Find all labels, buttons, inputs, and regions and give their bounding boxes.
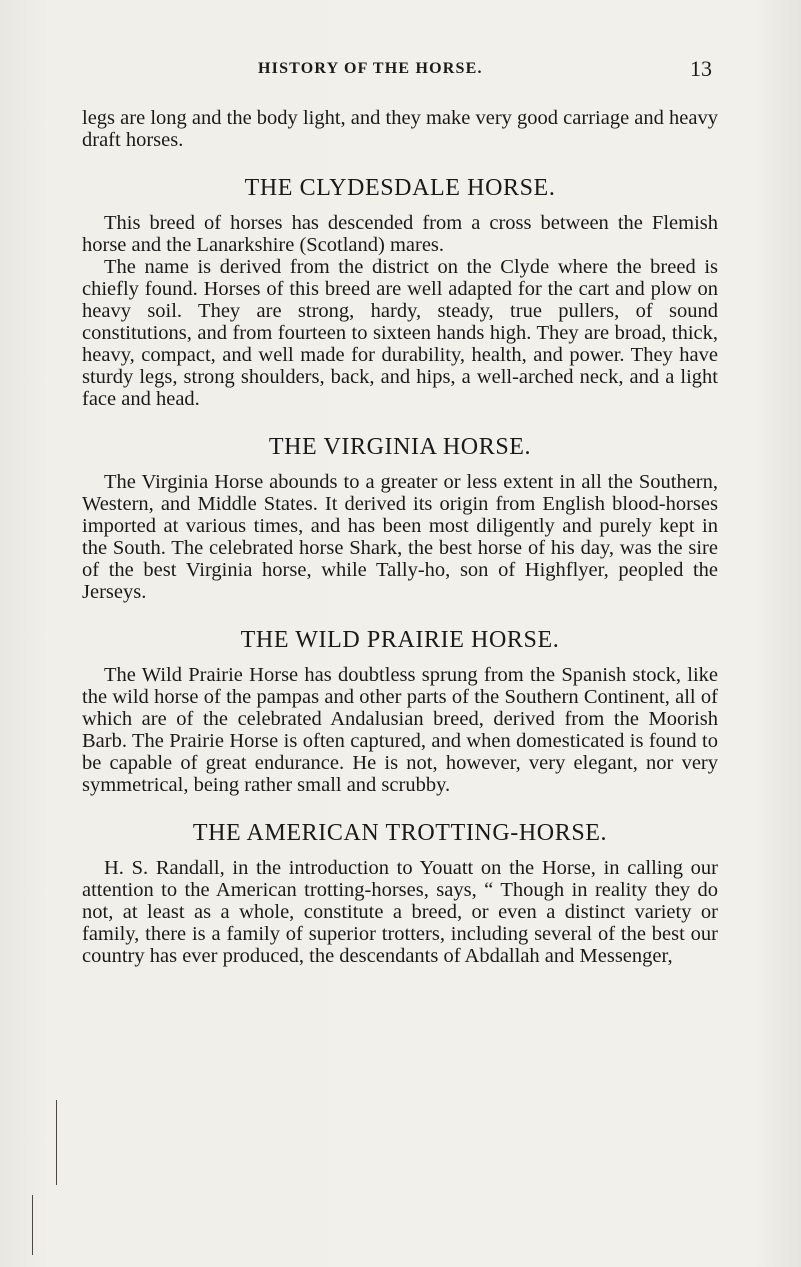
- paragraph: The Wild Prairie Horse has doubtless sprung from the Spanish stock, like the wild horse of the pampas and other parts of the Southern Continent, all of which are of the celebrated Andalusian breed, derived from the Moorish Barb. The Prairie Horse is often captured, and when domesticated is found to be capable of great endurance. He is not, however, very elegant, nor very symmetrical, being rather small and scrubby.: [82, 664, 718, 796]
- body-text: [82, 107, 718, 967]
- running-head: [0, 56, 801, 86]
- section-heading: THE VIRGINIA HORSE.: [268, 434, 532, 460]
- page-number: 13: [690, 56, 712, 81]
- paragraph: The Virginia Horse abounds to a greater or less extent in all the Southern, Western, and Middle States. It derived its origin from English blood-horses imported at various times, and has been most diligently and purely kept in the South. The celebrated horse Shark, the best horse of his day, was the sire of the best Virginia horse, while Tally-ho, son of Highflyer, peopled the Jerseys.: [82, 471, 718, 603]
- paragraph: This breed of horses has descended from a cross between the Flemish horse and the Lanarkshire (Scotland) mares.: [82, 212, 718, 256]
- section-heading: THE WILD PRAIRIE HORSE.: [240, 627, 560, 653]
- paragraph: H. S. Randall, in the introduction to Youatt on the Horse, in calling our attention to the American trotting-horses, says, “ Though in reality they do not, at least as a whole, constitute a breed, or even a distinct variety or family, there is a family of superior trotters, including several of the best our country has ever produced, the descendants of Abdallah and Messenger,: [82, 857, 718, 967]
- margin-scan-mark: [56, 1100, 57, 1185]
- section-heading: THE AMERICAN TROTTING-HORSE.: [192, 820, 608, 846]
- running-title: HISTORY OF THE HORSE.: [258, 60, 483, 77]
- section-clydesdale: [82, 175, 718, 410]
- section-virginia: [82, 434, 718, 603]
- section-heading: THE CLYDESDALE HORSE.: [244, 175, 556, 201]
- margin-scan-mark: [32, 1195, 33, 1255]
- section-american-trotting: [82, 820, 718, 967]
- paragraph: The name is derived from the district on the Clyde where the breed is chiefly found. Horses of this breed are well adapted for the cart and plow on heavy soil. They are strong, hardy, steady, true pullers, of sound constitutions, and from fourteen to sixteen hands high. They are broad, thick, heavy, compact, and well made for durability, health, and power. They have sturdy legs, strong shoulders, back, and hips, a well-arched neck, and a light face and head.: [82, 256, 718, 410]
- opening-paragraph: legs are long and the body light, and they make very good carriage and heavy draft horses.: [82, 107, 718, 151]
- section-wild-prairie: [82, 627, 718, 796]
